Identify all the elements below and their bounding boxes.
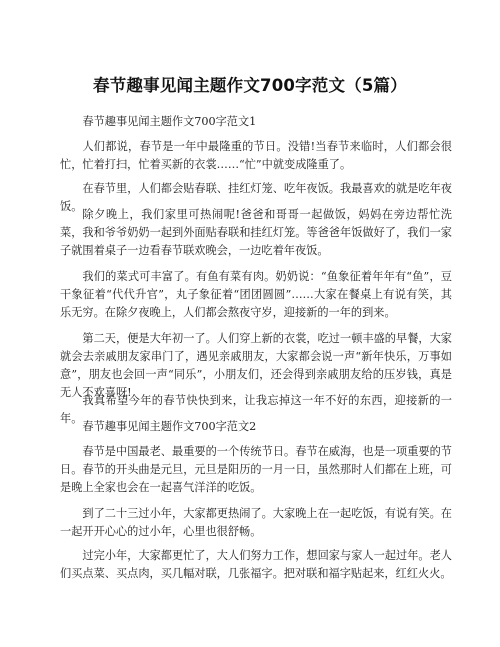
document-title: 春节趣事见闻主题作文700字范文（5篇） [93,76,407,95]
section-1-paragraph-2: 在春节里，人们都会贴春联、挂红灯笼、吃年夜饭。我最喜欢的就是吃年夜饭。 [60,182,452,213]
section-1-paragraph-4: 我们的菜式可丰富了。有鱼有菜有肉。奶奶说：“鱼象征着年年有“鱼”，豆干象征着“代代升官”，丸子象征着“团团圆圆”……大家在餐桌上有说有笑，其乐无穷。在除夕夜晚上，人们都会熬夜守岁，迎接新的一年的到来。 [60,270,452,319]
section-1-heading: 春节趣事见闻主题作文700字范文1 [82,115,257,128]
section-1-paragraph-3: 除夕晚上，我们家里可热闹呢!爸爸和哥哥一起做饭，妈妈在旁边帮忙洗菜，我和爷爷奶奶一起到外面贴春联和挂红灯笼。等爸爸年饭做好了，我们一家子就围着桌子一边看春节联欢晚会，一边吃着年夜饭。 [60,208,452,257]
section-1-paragraph-1: 人们都说，春节是一年中最隆重的节日。没错!当春节来临时，人们都会很忙，忙着打扫，忙着买新的衣裳……“忙”中就变成隆重了。 [60,140,452,171]
section-1-paragraph-6: 我真希望今年的春节快快到来，让我忘掉这一年不好的东西，迎接新的一年。 [60,394,452,425]
section-2-heading: 春节趣事见闻主题作文700字范文2 [82,420,257,433]
section-2-paragraph-2: 到了二十三过小年，大家都更热闹了。大家晚上在一起吃饭，有说有笑。在一起开开心心的过小年，心里也很舒畅。 [60,507,452,538]
section-1-paragraph-5: 第二天，便是大年初一了。人们穿上新的衣裳，吃过一顿丰盛的早餐，大家就会去亲戚朋友家串门了，遇见亲戚朋友，大家都会说一声“新年快乐，万事如意”，朋友也会回一声“同乐”，小朋友们，还会得到亲戚朋友给的压岁钱，真是无人不欢喜呀! [60,332,452,399]
section-2-paragraph-1: 春节是中国最老、最重要的一个传统节日。春节在威海，也是一项重要的节日。春节的开头曲是元旦，元旦是阳历的一月一日，虽然那时人们都在上班，可是晚上全家也会在一起喜气洋洋的吃饭。 [60,445,452,494]
section-2-paragraph-3: 过完小年，大家都更忙了，大人们努力工作，想回家与家人一起过年。老人们买点菜、买点肉，买几幅对联，几张福字。把对联和福字贴起来，红红火火。 [60,549,452,580]
